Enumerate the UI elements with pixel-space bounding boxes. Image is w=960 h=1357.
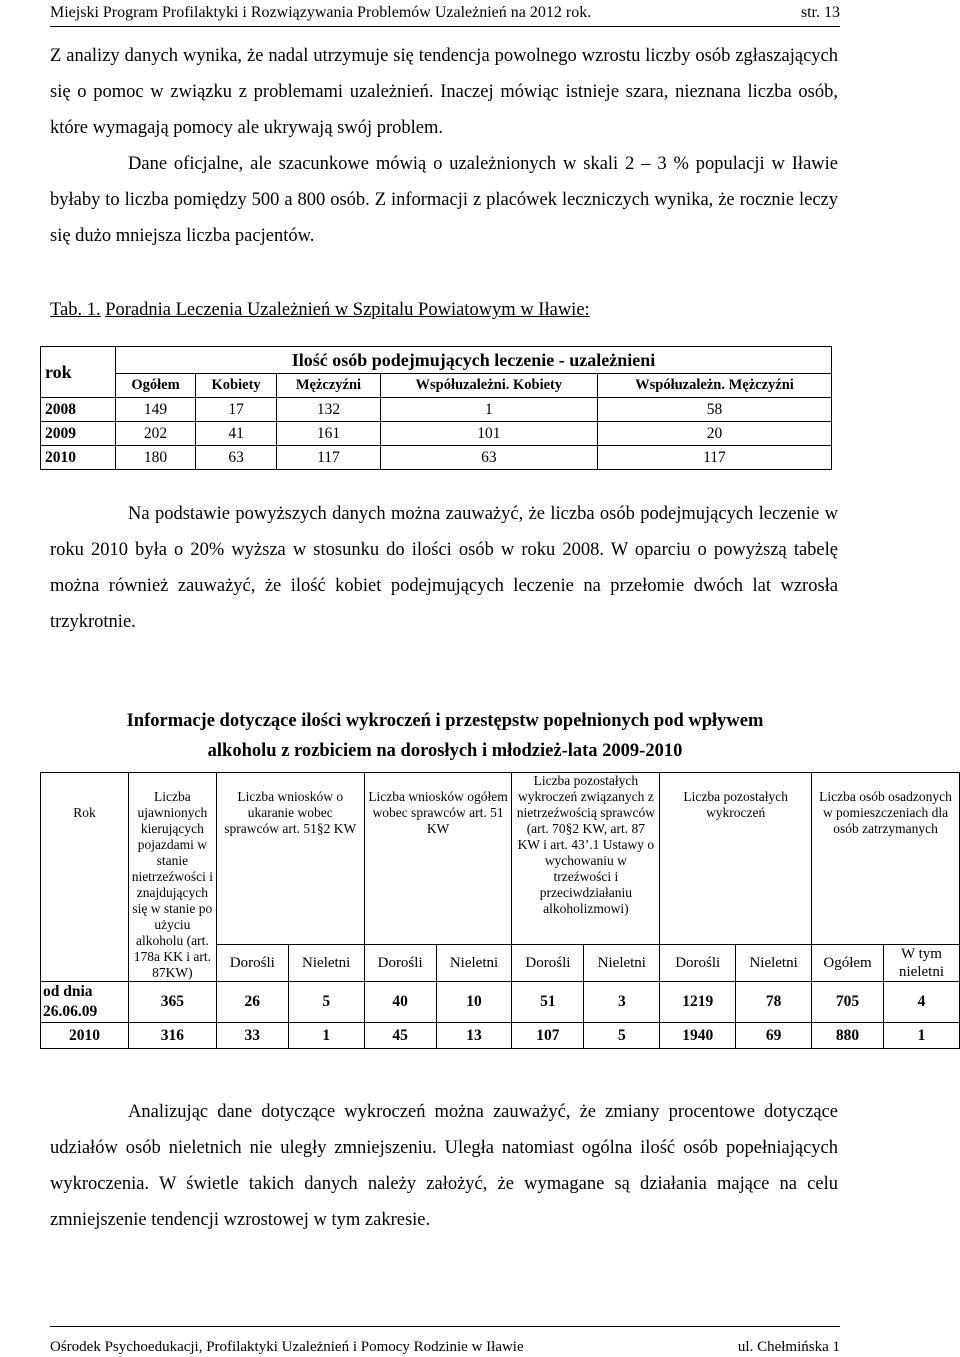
- sub-dorosli: Dorośli: [216, 945, 288, 982]
- header-title: Miejski Program Profilaktyki i Rozwiązywania Problemów Uzależnień na 2012 rok.: [50, 4, 592, 21]
- cell: 101: [380, 422, 597, 446]
- col-wspol-mezczyzni: Współuzależn. Mężczyźni: [597, 374, 831, 398]
- row-label: od dnia 26.06.09: [41, 982, 129, 1023]
- cell: 10: [436, 982, 512, 1023]
- cell: 63: [380, 446, 597, 470]
- paragraph-1: Z analizy danych wynika, że nadal utrzymuje się tendencja powolnego wzrostu liczby osób zgłaszających się o pomoc w związku z problemami uzależnień. Inaczej mówiąc istnieje szara, nieznana liczba osób, które wymagają pomocy ale ukrywają swój problem.: [50, 46, 838, 138]
- table1-title: Poradnia Leczenia Uzależnień w Szpitalu Powiatowym w Iławie:: [105, 300, 590, 320]
- cell: 17: [196, 398, 277, 422]
- group-header: Ilość osób podejmujących leczenie - uzależnieni: [116, 347, 832, 374]
- cell: 107: [512, 1023, 584, 1049]
- sub-nieletni: Nieletni: [288, 945, 364, 982]
- cell: 365: [128, 982, 216, 1023]
- cell: 45: [364, 1023, 436, 1049]
- row-label: 2010: [41, 1023, 129, 1049]
- h-col2: Liczba wniosków o ukaranie wobec sprawców art. 51§2 KW: [216, 773, 364, 945]
- row-year: 2010: [41, 446, 116, 470]
- cell: 1219: [660, 982, 736, 1023]
- cell: 117: [597, 446, 831, 470]
- cell: 5: [288, 982, 364, 1023]
- h-col4: Liczba pozostałych wykroczeń związanych z nietrzeźwością sprawców (art. 70§2 KW, art. 87 KW i art. 43’.1 Ustawy o wychowaniu w trzeźwości i przeciwdziałaniu alkoholizmowi): [512, 773, 660, 945]
- offences-table: [40, 772, 960, 1049]
- section-title-line1: Informacje dotyczące ilości wykroczeń i przestępstw popełnionych pod wpływem: [126, 711, 764, 731]
- section-title: [50, 706, 840, 766]
- sub-ogolem: Ogółem: [812, 945, 884, 982]
- cell: 20: [597, 422, 831, 446]
- cell: 13: [436, 1023, 512, 1049]
- row-year: 2008: [41, 398, 116, 422]
- cell: 58: [597, 398, 831, 422]
- cell: 149: [116, 398, 196, 422]
- cell: 132: [277, 398, 381, 422]
- cell: 63: [196, 446, 277, 470]
- cell: 880: [812, 1023, 884, 1049]
- cell: 33: [216, 1023, 288, 1049]
- sub-w-tym-nieletni: W tym nieletni: [884, 945, 960, 982]
- section-title-line2: alkoholu z rozbiciem na dorosłych i młodzież-lata 2009-2010: [207, 741, 683, 761]
- table-row: [41, 1023, 960, 1049]
- cell: 1940: [660, 1023, 736, 1049]
- cell: 202: [116, 422, 196, 446]
- cell: 1: [288, 1023, 364, 1049]
- cell: 705: [812, 982, 884, 1023]
- sub-dorosli: Dorośli: [364, 945, 436, 982]
- col-ogolem: Ogółem: [116, 374, 196, 398]
- cell: 161: [277, 422, 381, 446]
- rok-header: rok: [41, 347, 116, 398]
- treatment-table: [40, 346, 832, 470]
- table-row: [41, 982, 960, 1023]
- table-row: [41, 446, 832, 470]
- page-header: [50, 0, 840, 27]
- paragraph-3: Na podstawie powyższych danych można zauważyć, że liczba osób podejmujących leczenie w roku 2010 była o 20% wyższa w stosunku do ilości osób w roku 2008. W oparciu o powyższą tabelę można również zauważyć, że ilość kobiet podejmujących leczenie na przełomie dwóch lat wzrosła trzykrotnie.: [50, 504, 838, 632]
- footer-address: ul. Chełmińska 1: [737, 1339, 840, 1355]
- col-mezczyzni: Mężczyźni: [277, 374, 381, 398]
- table-row: [41, 422, 832, 446]
- table1-caption: [50, 300, 590, 321]
- cell: 1: [380, 398, 597, 422]
- table1-label: Tab. 1.: [50, 300, 101, 320]
- h-col6: Liczba osób osadzonych w pomieszczeniach dla osób zatrzymanych: [812, 773, 960, 945]
- col-kobiety: Kobiety: [196, 374, 277, 398]
- h-col3: Liczba wniosków ogółem wobec sprawców art. 51 KW: [364, 773, 512, 945]
- cell: 180: [116, 446, 196, 470]
- page-footer: [50, 1326, 840, 1357]
- cell: 1: [884, 1023, 960, 1049]
- h-col5: Liczba pozostałych wykroczeń: [660, 773, 812, 945]
- table-row: [41, 398, 832, 422]
- cell: 117: [277, 446, 381, 470]
- cell: 41: [196, 422, 277, 446]
- cell: 78: [736, 982, 812, 1023]
- cell: 5: [584, 1023, 660, 1049]
- cell: 3: [584, 982, 660, 1023]
- sub-nieletni: Nieletni: [584, 945, 660, 982]
- sub-dorosli: Dorośli: [660, 945, 736, 982]
- h-rok: Rok: [41, 773, 129, 982]
- col-wspol-kobiety: Współuzależni. Kobiety: [380, 374, 597, 398]
- paragraph-2: Dane oficjalne, ale szacunkowe mówią o uzależnionych w skali 2 – 3 % populacji w Iławie byłaby to liczba pomiędzy 500 a 800 osób. Z informacji z placówek leczniczych wynika, że rocznie leczy się dużo mniejsza liczba pacjentów.: [50, 154, 838, 246]
- cell: 69: [736, 1023, 812, 1049]
- sub-dorosli: Dorośli: [512, 945, 584, 982]
- sub-nieletni: Nieletni: [436, 945, 512, 982]
- cell: 26: [216, 982, 288, 1023]
- cell: 316: [128, 1023, 216, 1049]
- cell: 51: [512, 982, 584, 1023]
- h-col1: Liczba ujawnionych kierujących pojazdami w stanie nietrzeźwości i znajdujących się w stanie po użyciu alkoholu (art. 178a KK i art. 87KW): [128, 773, 216, 982]
- row-year: 2009: [41, 422, 116, 446]
- paragraph-4: Analizując dane dotyczące wykroczeń można zauważyć, że zmiany procentowe dotyczące udziałów osób nieletnich nie uległy zmniejszeniu. Uległa natomiast ogólna ilość osób popełniających wykroczenia. W świetle takich danych należy założyć, że wymagane są działania mające na celu zmniejszenie tendencji wzrostowej w tym zakresie.: [50, 1102, 838, 1230]
- page-number: str. 13: [800, 4, 840, 21]
- footer-organization: Ośrodek Psychoedukacji, Profilaktyki Uzależnień i Pomocy Rodzinie w Iławie: [50, 1339, 524, 1355]
- sub-nieletni: Nieletni: [736, 945, 812, 982]
- cell: 40: [364, 982, 436, 1023]
- cell: 4: [884, 982, 960, 1023]
